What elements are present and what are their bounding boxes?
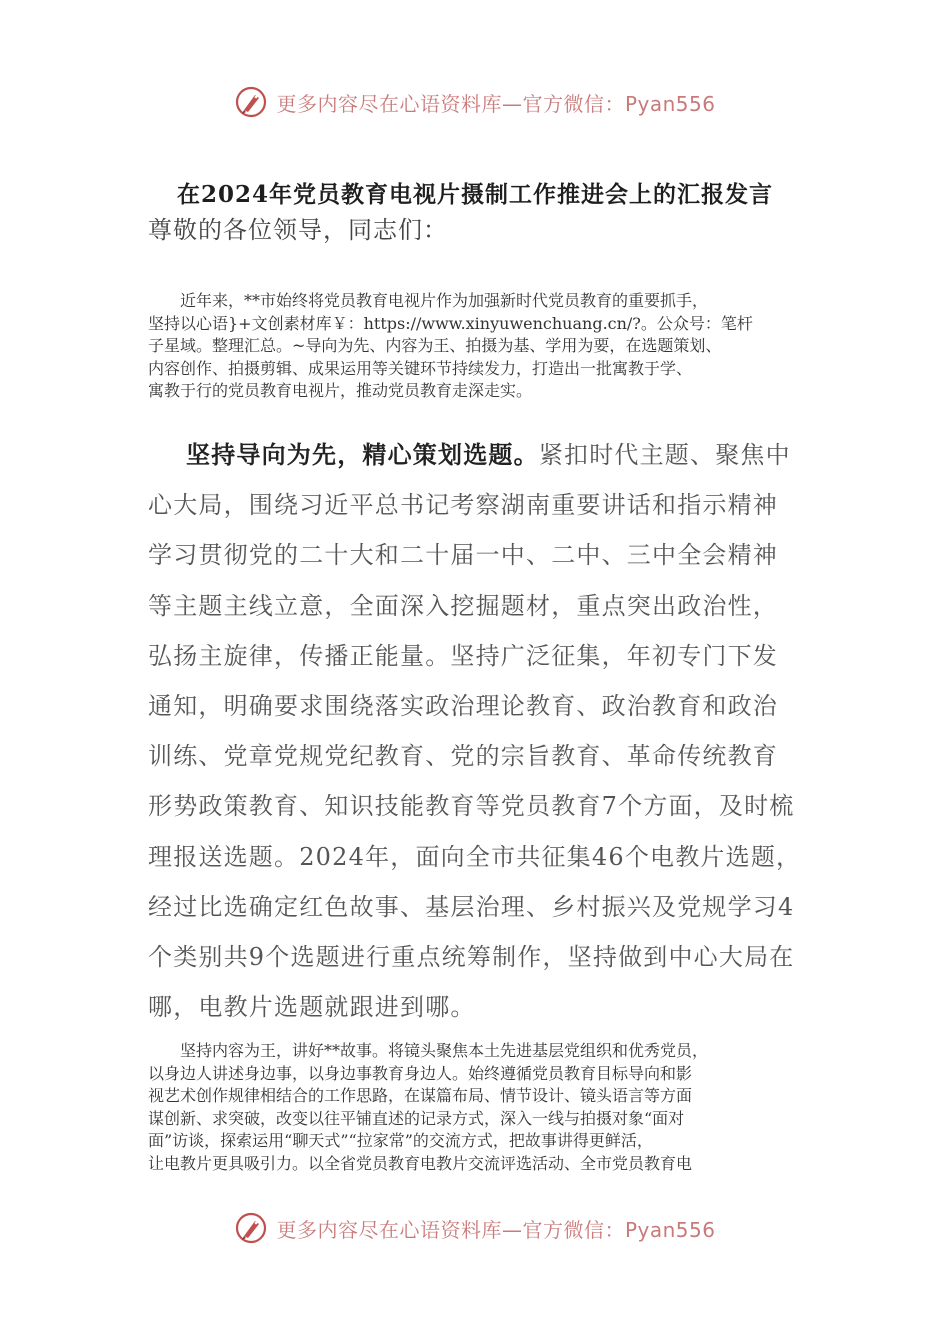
greeting: 尊敬的各位领导，同志们： — [148, 216, 448, 244]
watermark-text: 更多内容尽在心语资料库—官方微信：Pyan556 — [276, 91, 716, 116]
section1-line: 心大局，围绕习近平总书记考察湖南重要讲话和指示精神 — [148, 491, 778, 520]
section2-line: 坚持内容为王，讲好**故事。将镜头聚焦本土先进基层党组织和优秀党员， — [180, 1041, 709, 1060]
section2-line: 以身边人讲述身边事，以身边事教育身边人。始终遵循党员教育目标导向和影 — [148, 1063, 693, 1083]
section1-line: 学习贯彻党的二十大和二十届一中、二中、三中全会精神 — [148, 541, 778, 570]
footer-watermark-banner — [0, 1206, 950, 1250]
intro-line: 坚持以心语}+文创素材库￥：https://www.xinyuwenchuang.cn/?。公众号：笔杆 — [148, 313, 753, 333]
intro-line: 寓教于行的党员教育电视片，推动党员教育走深走实。 — [148, 381, 533, 400]
section1-paragraph — [148, 430, 808, 1032]
section1-line: 通知，明确要求围绕落实政治理论教育、政治教育和政治 — [148, 692, 778, 721]
pen-nib-icon — [234, 1211, 268, 1245]
section1-first-line — [148, 430, 808, 480]
section1-line: 形势政策教育、知识技能教育等党员教育7个方面，及时梳 — [148, 792, 795, 821]
section1-line: 哪，电教片选题就跟进到哪。 — [148, 993, 476, 1022]
section1-line: 经过比选确定红色故事、基层治理、乡村振兴及党规学习4 — [148, 892, 795, 921]
pen-nib-icon — [234, 85, 268, 119]
section1-line: 弘扬主旋律，传播正能量。坚持广泛征集，年初专门下发 — [148, 641, 778, 670]
intro-line: 近年来，**市始终将党员教育电视片作为加强新时代党员教育的重要抓手， — [180, 291, 709, 310]
section2-line: 让电教片更具吸引力。以全省党员教育电教片交流评选活动、全市党员教育电 — [148, 1153, 693, 1173]
section2-paragraph — [148, 1040, 804, 1175]
header-watermark-banner — [0, 80, 950, 124]
section2-line: 视艺术创作规律相结合的工作思路，在谋篇布局、情节设计、镜头语言等方面 — [148, 1086, 693, 1105]
section1-heading: 坚持导向为先，精心策划选题。 — [186, 440, 539, 469]
section1-line: 理报送选题。2024年，面向全市共征集46个电教片选题， — [148, 842, 802, 871]
intro-line: 子星域。整理汇总。~导向为先、内容为王、拍摄为基、学用为要，在选题策划、 — [148, 336, 722, 355]
section1-line: 训练、党章党规党纪教育、党的宗旨教育、革命传统教育 — [148, 742, 778, 771]
intro-paragraph — [148, 290, 804, 403]
section1-line: 个类别共9个选题进行重点统筹制作，坚持做到中心大局在 — [148, 943, 795, 972]
watermark-text: 更多内容尽在心语资料库—官方微信：Pyan556 — [276, 1217, 716, 1242]
intro-line: 内容创作、拍摄剪辑、成果运用等关键环节持续发力，打造出一批寓教于学、 — [148, 358, 693, 378]
section2-line: 面”访谈，探索运用“聊天式”“拉家常”的交流方式，把故事讲得更鲜活， — [148, 1131, 653, 1150]
section1-line: 等主题主线立意，全面深入挖掘题材，重点突出政治性， — [148, 591, 778, 620]
section2-line: 谋创新、求突破，改变以往平铺直述的记录方式，深入一线与拍摄对象“面对 — [148, 1108, 685, 1128]
document-title: 在2024年党员教育电视片摄制工作推进会上的汇报发言 — [176, 181, 773, 208]
section1-line-rest: 紧扣时代主题、聚焦中 — [538, 441, 791, 469]
